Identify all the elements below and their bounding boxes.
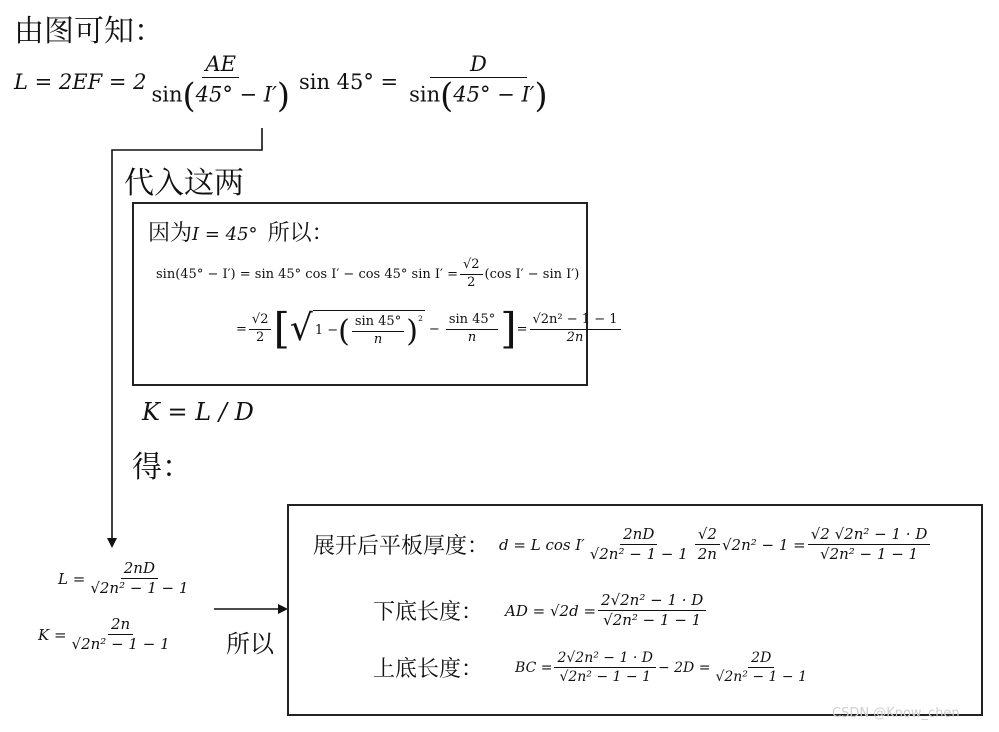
fraction-denominator: √2n² − 1 − 1 [589, 545, 688, 564]
line2-eq: = [236, 321, 247, 337]
lower-lhs: AD = √2d = [505, 601, 597, 620]
radical-sign: √ [289, 308, 313, 349]
unfold-sqrt: √2n² − 1 = [721, 535, 806, 554]
left-bracket: [ [273, 304, 290, 353]
fraction-denominator: √2n² − 1 − 1 [559, 669, 651, 686]
substitute-label: 代入这两 [124, 166, 244, 201]
unfold-label: 展开后平板厚度： [313, 534, 490, 560]
upper-formula [515, 650, 812, 685]
unfold-row [313, 526, 932, 564]
fraction-denominator: sin(45° − I′) [409, 76, 548, 116]
fraction-denominator: sin(45° − I′) [151, 76, 290, 116]
one-minus: 1 − [314, 323, 339, 339]
result-L [58, 560, 193, 598]
upper-fraction-2 [712, 650, 810, 685]
fraction-denominator: 2n [697, 545, 717, 564]
angle-text: 45° − I′ [195, 82, 277, 107]
line2-result [530, 313, 621, 346]
upper-mid: − 2D = [657, 659, 711, 676]
results-box [287, 504, 983, 716]
intro-text: 因为 [148, 221, 193, 246]
unfold-lhs: d = L cos I′ [499, 535, 585, 554]
result-K-fraction [69, 616, 173, 654]
fraction-denominator: n [373, 332, 383, 347]
formula-L-lhs: L = 2EF = 2 [14, 70, 147, 95]
line1-lhs: sin(45° − I′) = sin 45° cos I′ − cos 45° sin I′ = [156, 266, 458, 282]
box1-line1 [156, 258, 579, 291]
result-L-fraction [87, 560, 191, 598]
fraction-denominator: √2n² − 1 − 1 [715, 669, 807, 686]
fraction-numerator: D [430, 52, 527, 78]
fraction-numerator: √2 [695, 526, 720, 545]
upper-row [373, 650, 812, 685]
result-K-lhs: K = [38, 625, 67, 644]
fraction-denominator: 2 [467, 274, 476, 290]
square-exponent: 2 [417, 314, 423, 324]
sin-text: sin [151, 82, 183, 107]
result-K [38, 616, 175, 654]
box1-line2 [236, 304, 623, 353]
fraction-denominator: 2n [566, 329, 584, 345]
box1-intro [148, 216, 334, 247]
therefore-label: 所以 [226, 630, 274, 658]
sin-over-n [352, 315, 404, 348]
lower-formula [505, 592, 708, 630]
fraction-numerator: 2n [108, 616, 133, 635]
intro-suffix: 所以： [267, 221, 334, 246]
fraction-numerator: √2 [460, 258, 483, 275]
unfold-fraction-1 [587, 526, 691, 564]
fraction-numerator: AE [202, 52, 239, 78]
fraction-denominator: √2n² − 1 − 1 [603, 611, 702, 630]
lower-fraction [598, 592, 706, 630]
formula-L-mid: sin 45° = [298, 70, 399, 95]
upper-fraction-1 [554, 650, 655, 685]
fraction-numerator: sin 45° [446, 313, 498, 330]
fraction-numerator: √2 [249, 313, 272, 330]
angle-text: 45° − I′ [453, 82, 535, 107]
left-paren: ( [338, 313, 350, 349]
line1-rhs: (cos I′ − sin I′) [484, 266, 580, 282]
fraction-denominator: n [467, 329, 477, 345]
fraction-numerator: √2 √2n² − 1 · D [808, 526, 931, 545]
right-paren: ) [406, 313, 418, 349]
unfold-result [808, 526, 931, 564]
fraction-denominator: √2n² − 1 − 1 [820, 545, 919, 564]
line1-fraction [460, 258, 483, 291]
sin-text: sin [409, 82, 441, 107]
fraction-numerator: 2√2n² − 1 · D [554, 650, 655, 668]
upper-label: 上底长度： [373, 657, 484, 683]
fraction-numerator: 2√2n² − 1 · D [598, 592, 706, 611]
result-L-lhs: L = [58, 569, 86, 588]
lower-label: 下底长度： [373, 600, 484, 626]
unfold-formula [499, 526, 932, 564]
radicand [313, 310, 425, 348]
formula-K: K = L / D [142, 398, 254, 426]
fraction-numerator: 2nD [121, 560, 158, 579]
fraction-numerator: √2n² − 1 − 1 [530, 313, 621, 330]
sin-over-n-2 [446, 313, 498, 346]
get-label: 得： [132, 450, 192, 485]
arrow-head-down [107, 538, 117, 548]
intro-math: I = 45° [192, 224, 258, 245]
line2-minus: − [428, 321, 440, 337]
fraction-numerator: sin 45° [352, 315, 404, 332]
fraction-denominator: √2n² − 1 − 1 [71, 635, 170, 654]
derivation-box [132, 202, 618, 386]
fraction-numerator: 2D [748, 650, 774, 668]
line2-eq2: = [516, 321, 528, 337]
unfold-fraction-2 [695, 526, 720, 564]
line2-fraction [249, 313, 272, 346]
fraction-numerator: 2nD [620, 526, 657, 545]
section-heading: 由图可知： [14, 14, 164, 49]
fraction-denominator: 2 [256, 329, 265, 345]
fraction-denominator: √2n² − 1 − 1 [90, 579, 189, 598]
upper-lhs: BC = [515, 659, 553, 676]
watermark: CSDN @Know_chen [832, 706, 960, 721]
lower-row [373, 592, 708, 630]
right-bracket: ] [500, 304, 517, 353]
